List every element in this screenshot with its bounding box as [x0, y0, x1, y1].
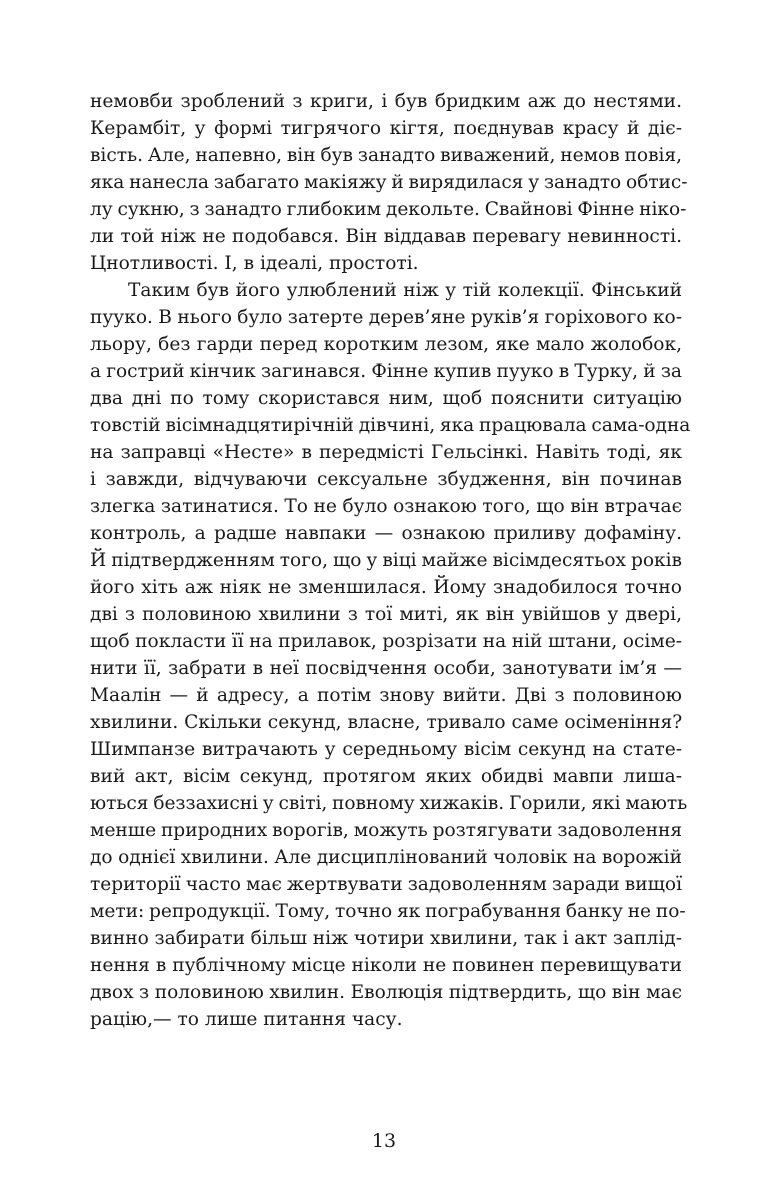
text-line: льору, без гарди перед коротким лезом, яке мало жолобок,	[90, 334, 682, 355]
text-line: щоб покласти її на прилавок, розрізати на ній штани, осіме-	[90, 631, 682, 652]
text-line: злегка затинатися. То не було ознакою того, що він втрачає	[90, 496, 682, 517]
text-line: два дні по тому скористався ним, щоб пояснити ситуацію	[90, 388, 682, 409]
text-line: мети: репродукції. Тому, точно як пограбування банку не по-	[90, 901, 686, 922]
text-line: яка нанесла забагато макіяжу й вирядилася у занадто обтис-	[90, 172, 688, 193]
text-line: Таким був його улюблений ніж у тій колекції. Фінський	[128, 280, 682, 301]
paragraph-2	[90, 277, 691, 1033]
text-line: пууко. В нього було затерте дерев’яне руків’я горіхового ко-	[90, 307, 682, 328]
text-line: нити її, забрати в неї посвідчення особи, занотувати ім’я —	[90, 658, 682, 679]
text-line: території часто має жертвувати задоволенням заради вищої	[90, 874, 682, 895]
text-line: Й підтвердженням того, що у віці майже вісімдесятьох років	[90, 550, 682, 571]
text-line: товстій вісімнадцятирічній дівчині, яка працювала сама-одна	[90, 415, 691, 436]
text-line: на заправці «Несте» в передмісті Гельсінкі. Навіть тоді, як	[90, 442, 682, 463]
text-line: менше природних ворогів, можуть розтягувати задоволення	[90, 820, 683, 841]
text-line: контроль, а радше навпаки — ознакою приливу дофаміну.	[90, 523, 682, 544]
text-line: ються беззахисні у світі, повному хижаків. Горили, які мають	[90, 793, 688, 814]
text-line: вий акт, вісім секунд, протягом яких обидві мавпи лиша-	[90, 766, 682, 787]
text-line: нення в публічному місце ніколи не повинен перевищувати	[90, 955, 682, 976]
text-line: до однієї хвилини. Але дисциплінований чоловік на ворожій	[90, 847, 682, 868]
text-line: Цнотливості. І, в ідеалі, простоті.	[90, 253, 419, 274]
text-line: Маалін — й адресу, а потім знову вийти. Дві з половиною	[90, 685, 682, 706]
text-line: рацію,— то лише питання часу.	[90, 1009, 403, 1030]
text-line: двох з половиною хвилин. Еволюція підтвердить, що він має	[90, 982, 682, 1003]
text-line: лу сукню, з занадто глибоким декольте. Свайнові Фінне ніко-	[90, 199, 687, 220]
text-line: ли той ніж не подобався. Він віддавав перевагу невинності.	[90, 226, 682, 247]
page-number: 13	[371, 1130, 397, 1152]
text-line: немовби зроблений з криги, і був бридким аж до нестями.	[90, 91, 682, 112]
text-line: Шимпанзе витрачають у середньому вісім секунд на стате-	[90, 739, 682, 760]
text-line: його хіть аж ніяк не зменшилася. Йому знадобилося точно	[90, 577, 682, 598]
text-line: дві з половиною хвилини з тої миті, як він увійшов у двері,	[90, 604, 682, 625]
text-line: вість. Але, напевно, він був занадто виважений, немов повія,	[90, 145, 682, 166]
text-line: Керамбіт, у формі тигрячого кігтя, поєднував красу й діє-	[90, 118, 682, 139]
text-line: і завжди, відчуваючи сексуальне збудження, він починав	[90, 469, 682, 490]
text-line: хвилини. Скільки секунд, власне, тривало саме осіменіння?	[90, 712, 683, 733]
body-text	[90, 88, 691, 1033]
paragraph-1	[90, 88, 688, 277]
text-line: винно забирати більш ніж чотири хвилини, так і акт заплід-	[90, 928, 682, 949]
text-line: а гострий кінчик загинався. Фінне купив пууко в Турку, й за	[90, 361, 682, 382]
